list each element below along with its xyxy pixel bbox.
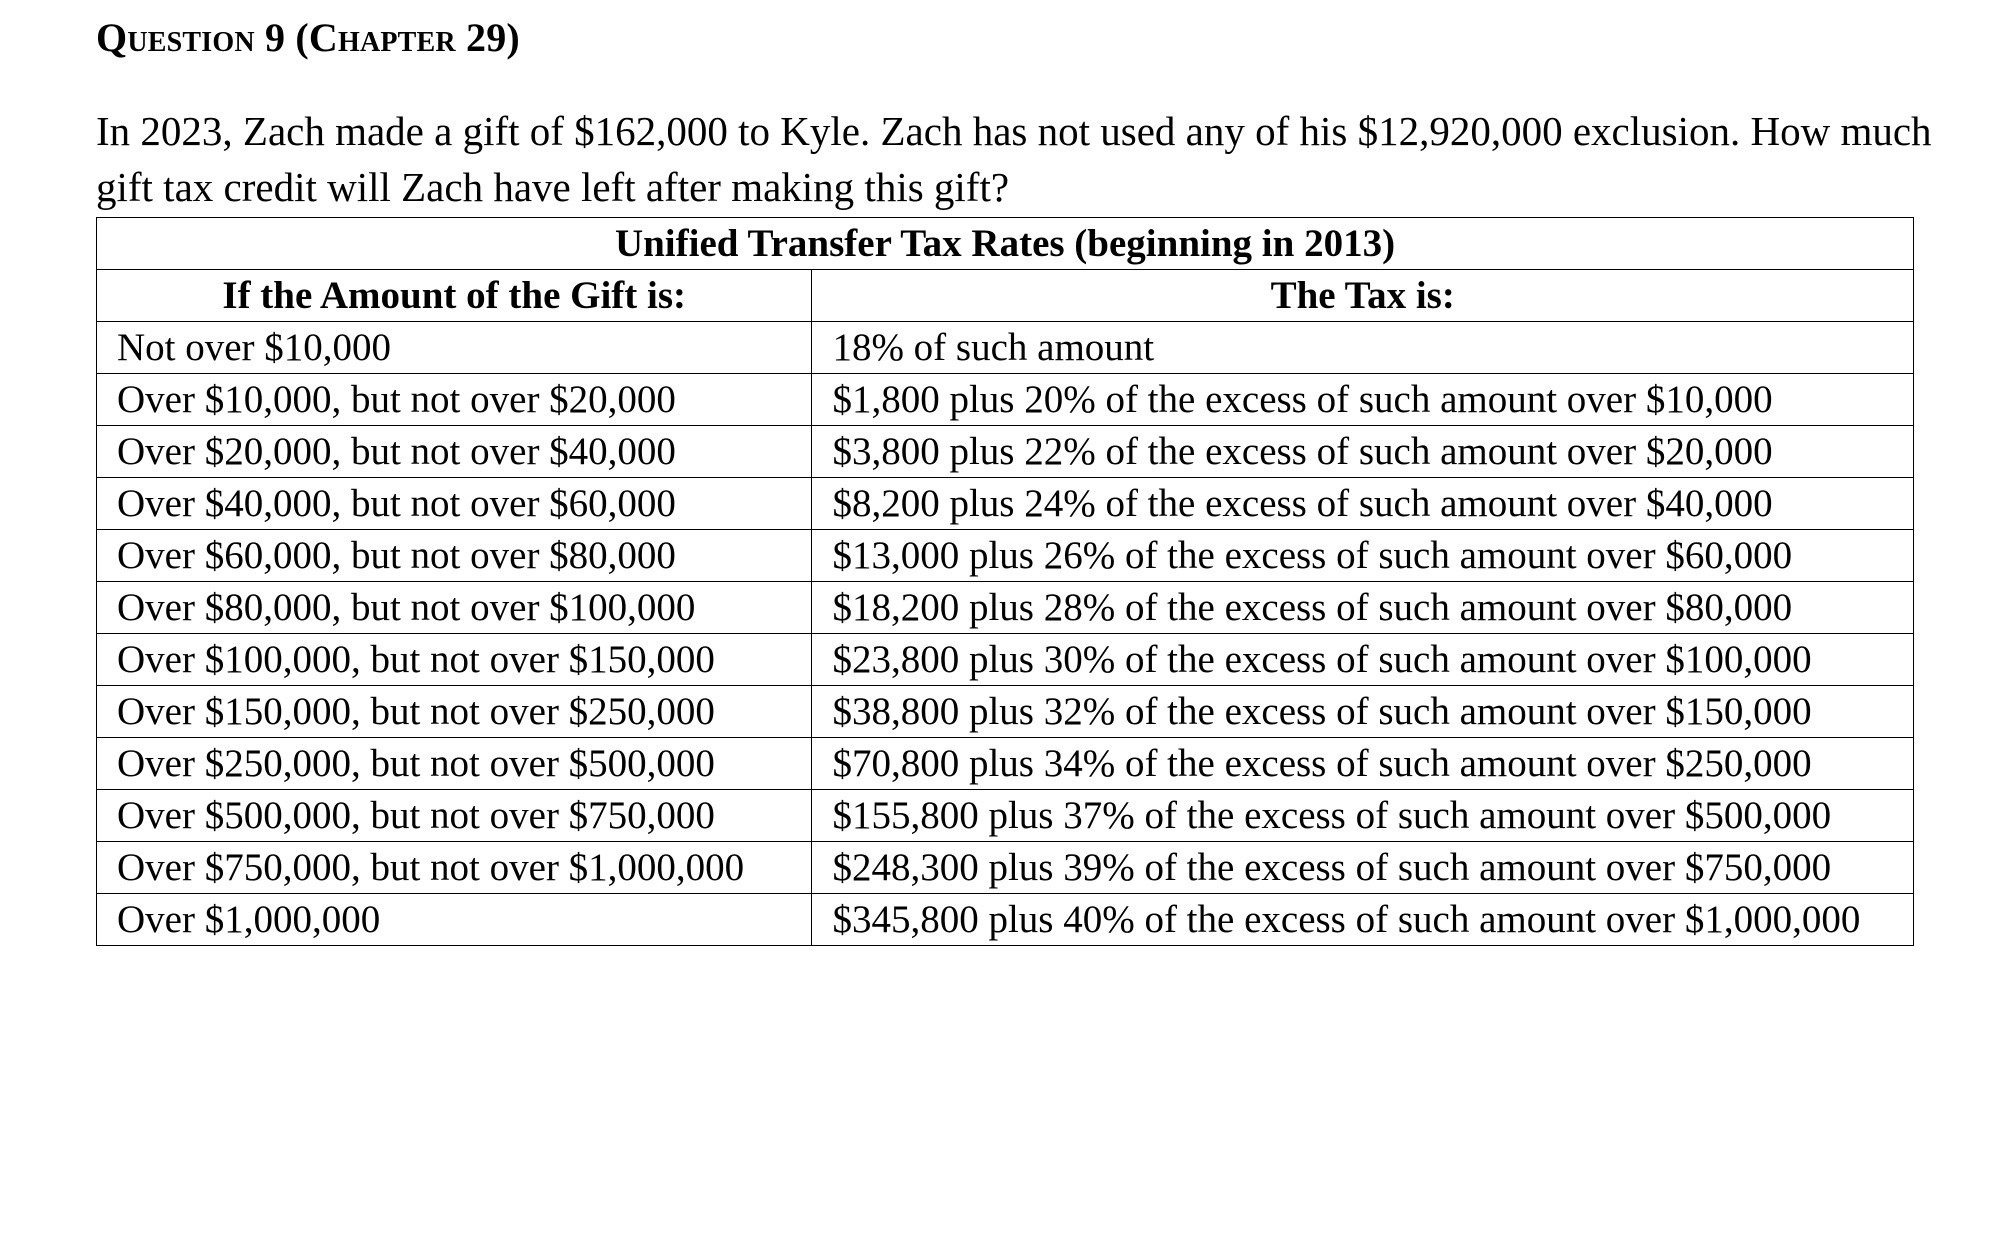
table-row: [97, 686, 1914, 738]
amount-cell: Over $40,000, but not over $60,000: [97, 478, 812, 530]
amount-cell: Over $150,000, but not over $250,000: [97, 686, 812, 738]
tax-rate-table: [96, 217, 1914, 946]
table-row: [97, 582, 1914, 634]
tax-cell: $345,800 plus 40% of the excess of such amount over $1,000,000: [812, 894, 1914, 946]
question-text: In 2023, Zach made a gift of $162,000 to Kyle. Zach has not used any of his $12,920,000 exclusion. How much gift tax credit will Zach have left after making this gift?: [96, 108, 1932, 210]
tax-cell: $8,200 plus 24% of the excess of such amount over $40,000: [812, 478, 1914, 530]
question-heading: Question 9 (Chapter 29): [96, 15, 520, 60]
table-header-row: [97, 270, 1914, 322]
table-title-row: [97, 218, 1914, 270]
table-row: [97, 322, 1914, 374]
tax-cell: $13,000 plus 26% of the excess of such amount over $60,000: [812, 530, 1914, 582]
amount-cell: Over $750,000, but not over $1,000,000: [97, 842, 812, 894]
table-row: [97, 530, 1914, 582]
tax-cell: $3,800 plus 22% of the excess of such amount over $20,000: [812, 426, 1914, 478]
table-row: [97, 738, 1914, 790]
tax-cell: $70,800 plus 34% of the excess of such amount over $250,000: [812, 738, 1914, 790]
table-title: Unified Transfer Tax Rates (beginning in 2013): [97, 218, 1914, 270]
table-row: [97, 426, 1914, 478]
table-row: [97, 894, 1914, 946]
amount-cell: Over $60,000, but not over $80,000: [97, 530, 812, 582]
amount-cell: Over $250,000, but not over $500,000: [97, 738, 812, 790]
table-row: [97, 478, 1914, 530]
tax-cell: $248,300 plus 39% of the excess of such amount over $750,000: [812, 842, 1914, 894]
amount-cell: Over $1,000,000: [97, 894, 812, 946]
tax-cell: $18,200 plus 28% of the excess of such amount over $80,000: [812, 582, 1914, 634]
table-row: [97, 790, 1914, 842]
tax-cell: 18% of such amount: [812, 322, 1914, 374]
amount-cell: Over $100,000, but not over $150,000: [97, 634, 812, 686]
table-row: [97, 842, 1914, 894]
amount-column-header: If the Amount of the Gift is:: [97, 270, 812, 322]
tax-cell: $155,800 plus 37% of the excess of such amount over $500,000: [812, 790, 1914, 842]
tax-cell: $38,800 plus 32% of the excess of such amount over $150,000: [812, 686, 1914, 738]
tax-cell: $23,800 plus 30% of the excess of such amount over $100,000: [812, 634, 1914, 686]
amount-cell: Over $10,000, but not over $20,000: [97, 374, 812, 426]
amount-cell: Over $80,000, but not over $100,000: [97, 582, 812, 634]
table-row: [97, 634, 1914, 686]
table-row: [97, 374, 1914, 426]
tax-cell: $1,800 plus 20% of the excess of such amount over $10,000: [812, 374, 1914, 426]
tax-column-header: The Tax is:: [812, 270, 1914, 322]
amount-cell: Over $20,000, but not over $40,000: [97, 426, 812, 478]
amount-cell: Not over $10,000: [97, 322, 812, 374]
amount-cell: Over $500,000, but not over $750,000: [97, 790, 812, 842]
